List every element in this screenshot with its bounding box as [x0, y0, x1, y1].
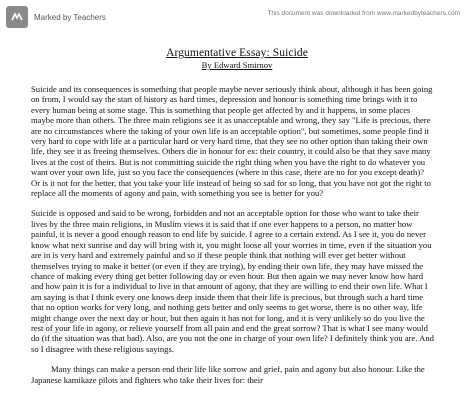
header-bar — [0, 0, 474, 40]
essay-title: Argumentative Essay: Suicide — [166, 47, 308, 59]
paragraph: Suicide is opposed and said to be wrong, forbidden and not an acceptable option for those who want to take their lives by the three main religions, in Muslim views it is said that if one ever happens to a person, no matter how painful, it is never a good enough reason to end life by suicide. I agree to a certain extend. As I see it, you do never know what next sunrise and day will bring with it, you might loose all your worries in time, even if the situation you are in is very hard and extremely painful and so if these people think that nothing will ever get better without themselves trying to make it better (or even if they are trying), by ending their own life, they may have missed the chance of making every thing get better following day or even hour. But then again we may never know how hard and how pain it is for a individual to live in that amount of agony, that they are willing to end their own life. What I am saying is that I think every one knows deep inside them that their life is precious, but through such a hard time that no option works for very long, and nothing gets better and only seems to get worse, there is no other way, life might change over the next day or hour, but then again it has not for long, and it is very unlikely so do you live the rest of your life in agony, or relieve yourself from all pain and end the great sorrow? That is what I see many would do (if the situation was that bad). Also, are you not the one in charge of your own life? I definitely think you are. And so I disagree with these religious sayings. — [31, 208, 434, 354]
logo-icon — [6, 6, 28, 28]
source-note: This document was downloaded from www.markedbyteachers.com — [267, 10, 460, 17]
paragraph: Many things can make a person end their life like sorrow and grief, pain and agony but also honour. Like the Japanese kamikaze pilots and fighters who take their lives for: their — [31, 364, 425, 385]
essay-heading — [0, 47, 474, 71]
logo-text: Marked by Teachers — [34, 12, 106, 22]
essay-body — [31, 84, 434, 395]
paragraph: Suicide and its consequences is something that people maybe never seriously think about, although it has been going on from, I would say the start of history as hard times, depression and honour is something time brings with it to every human being at some stage. This is something that people get affected by and it happens, in some places maybe more than others. The three main religions see it as unacceptable and wrong, they say "Life is precious, there are no circumstances where the taking of your own life is an acceptable option", but sometimes, some people find it very hard to cope with life at a particular hard or very hard time, that they see no other option than taking their own life, they see it as freeing themselves. Others die in honour for ex: their country, it could also be that they save many lives at the cost of theirs. But is not committing suicide the right thing when you have the right to do whatever you want over your own life, just so you face the consequences (where in this case, there are no for you except death)? Or is it not for the better, that you take your life instead of being so sad for so long, that you have not got the right to replace all the moments of agony and pain, with something you see is better for you? — [31, 84, 433, 199]
essay-author: By Edward Smirnov — [201, 60, 273, 70]
site-logo[interactable] — [6, 6, 106, 28]
